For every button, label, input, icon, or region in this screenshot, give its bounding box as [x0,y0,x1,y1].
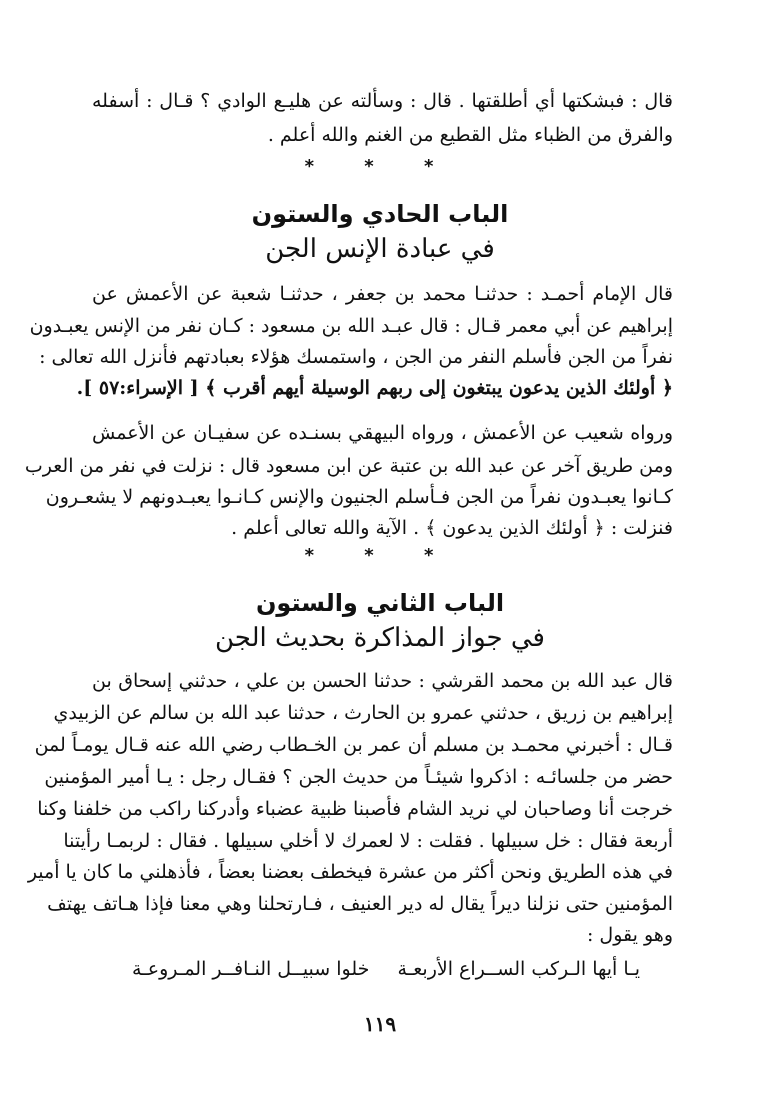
section-separator: * * * [304,156,456,177]
text-line: ومن طريق آخر عن عبد الله بن عتبة عن ابن مسعود قال : نزلت في نفر من العرب [24,455,673,477]
text-line: إبراهيم عن أبي معمر قـال : قال عبـد الله بن مسعود : كـان نفر من الإنس يعبـدون [29,315,673,337]
section-separator: * * * [304,545,456,566]
text-line: حضر من جلسائـه : اذكروا شيئـاً من حديث الجن ؟ فقـال رجل : يـا أمير المؤمنين [44,766,673,788]
text-line: إبراهيم بن زريق ، حدثني عمرو بن الحارث ، حدثنا عبد الله بن سالم عن الزبيدي [53,702,673,724]
quran-verse-line: ﴿ أولئك الذين يدعون يبتغون إلى ربهم الوسيلة أيهم أقرب ﴾ [ الإسراء:٥٧ ]. [76,377,673,399]
page-number: ١١٩ [363,1012,397,1036]
text-line: ورواه شعيب عن الأعمش ، ورواه البيهقي بسنـده عن سفيـان عن الأعمش [92,422,673,444]
text-line: خرجت أنا وصاحبان لي نريد الشام فأصبنا ظبية عضباء وأدركنا راكب من خلفنا وكنا [37,798,673,820]
chapter-title: الباب الحادي والستون [251,200,509,228]
text-line: قـال : أخبرني محمـد بن مسلم أن عمر بن الخـطاب رضي الله عنه قـال يومـاً لمن [34,734,673,756]
text-line: المؤمنين حتى نزلنا ديراً يقال له دير العنيف ، فـارتحلنا وهي معنا فإذا هـاتف يهتف [47,893,673,915]
text-line: والفرق من الظباء مثل القطيع من الغنم والله أعلم . [267,124,673,146]
text-line: قال الإمام أحمـد : حدثنـا محمد بن جعفر ، حدثنـا شعبة عن الأعمش عن [92,283,673,305]
text-line: كـانوا يعبـدون نفراً من الجن فـأسلم الجنيون والإنس كـانـوا يعبـدونهم لا يشعـرون [45,486,673,508]
text-line: نفراً من الجن فأسلم النفر من الجن ، واستمسك هؤلاء بعبادتهم فأنزل الله تعالى : [39,346,673,368]
text-line: في هذه الطريق ونحن أكثر من عشرة فيخطف بعضنا بعضاً ، فأذهلني ما كان يا أمير [27,861,673,883]
verse-first-hemistich: يـا أيها الـركب الســراع الأربعـة [397,958,640,980]
text-line: وهو يقول : [586,924,673,946]
verse-second-hemistich: خلوا سبيــل النـافــر المـروعـة [132,958,370,980]
text-line: فنزلت : ﴿ أولئك الذين يدعون ﴾ . الآية والله تعالى أعلم . [231,517,673,539]
text-line: أربعة فقال : خل سبيلها . فقلت : لا لعمرك لا أخلي سبيلها . فقال : لربمـا رأيتنا [63,830,673,852]
text-line: قال عبد الله بن محمد القرشي : حدثنا الحسن بن علي ، حدثني إسحاق بن [92,670,673,692]
chapter-subtitle: في جواز المذاكرة بحديث الجن [215,623,545,653]
chapter-title: الباب الثاني والستون [255,589,505,617]
text-line: قال : فبشكتها أي أطلقتها . قال : وسألته عن هليـع الوادي ؟ قـال : أسفله [92,90,673,112]
chapter-subtitle: في عبادة الإنس الجن [265,234,495,264]
